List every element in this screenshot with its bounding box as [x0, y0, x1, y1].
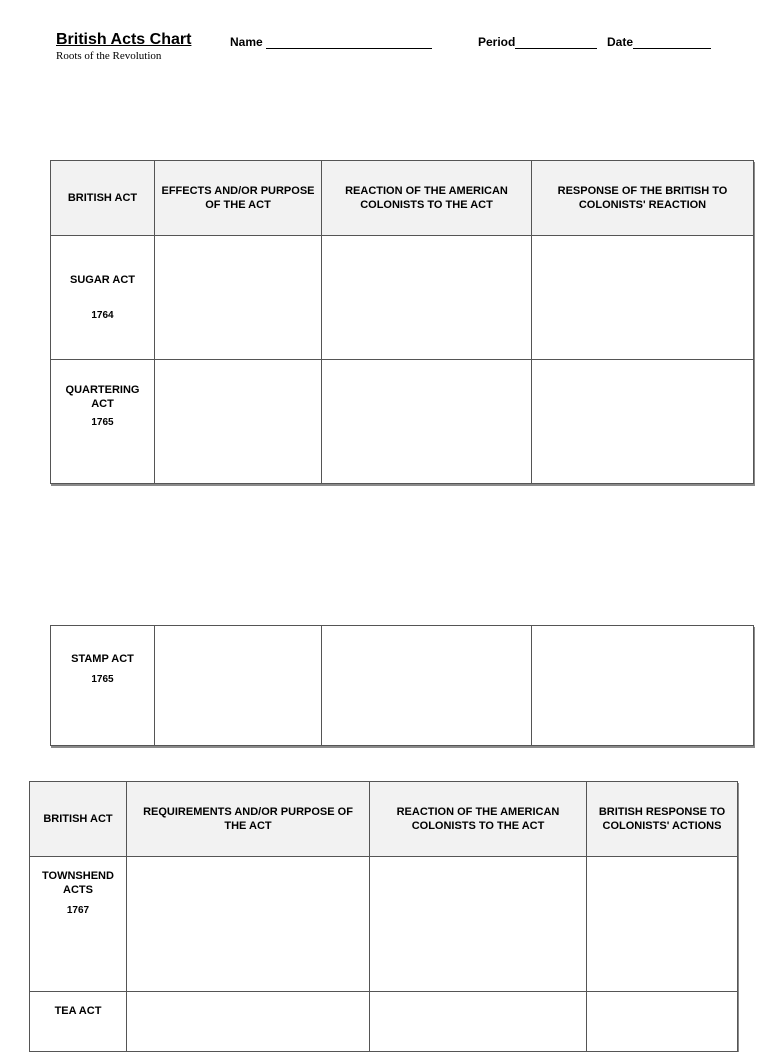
column-header-effects: EFFECTS AND/OR PURPOSE OF THE ACT — [155, 161, 322, 236]
table-row — [51, 626, 754, 746]
column-header-reaction: REACTION OF THE AMERICAN COLONISTS TO THE ACT — [322, 161, 532, 236]
reaction-cell[interactable] — [370, 857, 587, 992]
reaction-cell[interactable] — [370, 992, 587, 1052]
effects-cell[interactable] — [155, 360, 322, 484]
name-field[interactable] — [230, 35, 432, 49]
act-cell — [30, 857, 127, 992]
name-blank-line[interactable] — [266, 36, 432, 49]
response-cell[interactable] — [532, 236, 754, 360]
act-cell — [30, 992, 127, 1052]
column-header-reaction: REACTION OF THE AMERICAN COLONISTS TO THE ACT — [370, 782, 587, 857]
act-cell — [51, 360, 155, 484]
period-label: Period — [478, 35, 516, 49]
period-blank-line[interactable] — [515, 36, 597, 49]
acts-table-3 — [29, 781, 738, 1052]
effects-cell[interactable] — [155, 236, 322, 360]
column-header-british-act: BRITISH ACT — [30, 782, 127, 857]
response-cell[interactable] — [532, 626, 754, 746]
act-name: QUARTERING ACT — [65, 384, 140, 410]
acts-table-2 — [50, 625, 754, 746]
column-header-british-act: BRITISH ACT — [51, 161, 155, 236]
date-blank-line[interactable] — [633, 36, 711, 49]
act-name: SUGAR ACT — [70, 274, 135, 286]
column-header-british-response: BRITISH RESPONSE TO COLONISTS' ACTIONS — [587, 782, 738, 857]
response-cell[interactable] — [587, 992, 738, 1052]
act-name: STAMP ACT — [71, 653, 134, 665]
act-year: 1767 — [66, 905, 90, 916]
reaction-cell[interactable] — [322, 236, 532, 360]
requirements-cell[interactable] — [127, 857, 370, 992]
act-year: 1764 — [91, 310, 114, 321]
reaction-cell[interactable] — [322, 360, 532, 484]
response-cell[interactable] — [532, 360, 754, 484]
page-title: British Acts Chart — [56, 31, 192, 48]
table-header-row — [30, 782, 738, 857]
table-row — [51, 360, 754, 484]
period-field[interactable] — [478, 35, 597, 49]
column-header-response: RESPONSE OF THE BRITISH TO COLONISTS' REACTION — [532, 161, 754, 236]
reaction-cell[interactable] — [322, 626, 532, 746]
act-year: 1765 — [91, 674, 114, 685]
act-cell — [51, 626, 155, 746]
table-row — [30, 857, 738, 992]
response-cell[interactable] — [587, 857, 738, 992]
page-subtitle: Roots of the Revolution — [56, 50, 162, 62]
acts-table-1 — [50, 160, 754, 484]
act-name: TOWNSHEND ACTS — [42, 870, 114, 896]
table-header-row — [51, 161, 754, 236]
act-cell — [51, 236, 155, 360]
name-label: Name — [230, 35, 263, 49]
effects-cell[interactable] — [155, 626, 322, 746]
table-row — [51, 236, 754, 360]
act-name: TEA ACT — [54, 1005, 102, 1017]
column-header-requirements: REQUIREMENTS AND/OR PURPOSE OF THE ACT — [127, 782, 370, 857]
date-field[interactable] — [607, 35, 711, 49]
table-row — [30, 992, 738, 1052]
requirements-cell[interactable] — [127, 992, 370, 1052]
date-label: Date — [607, 35, 634, 49]
act-year: 1765 — [91, 417, 114, 428]
